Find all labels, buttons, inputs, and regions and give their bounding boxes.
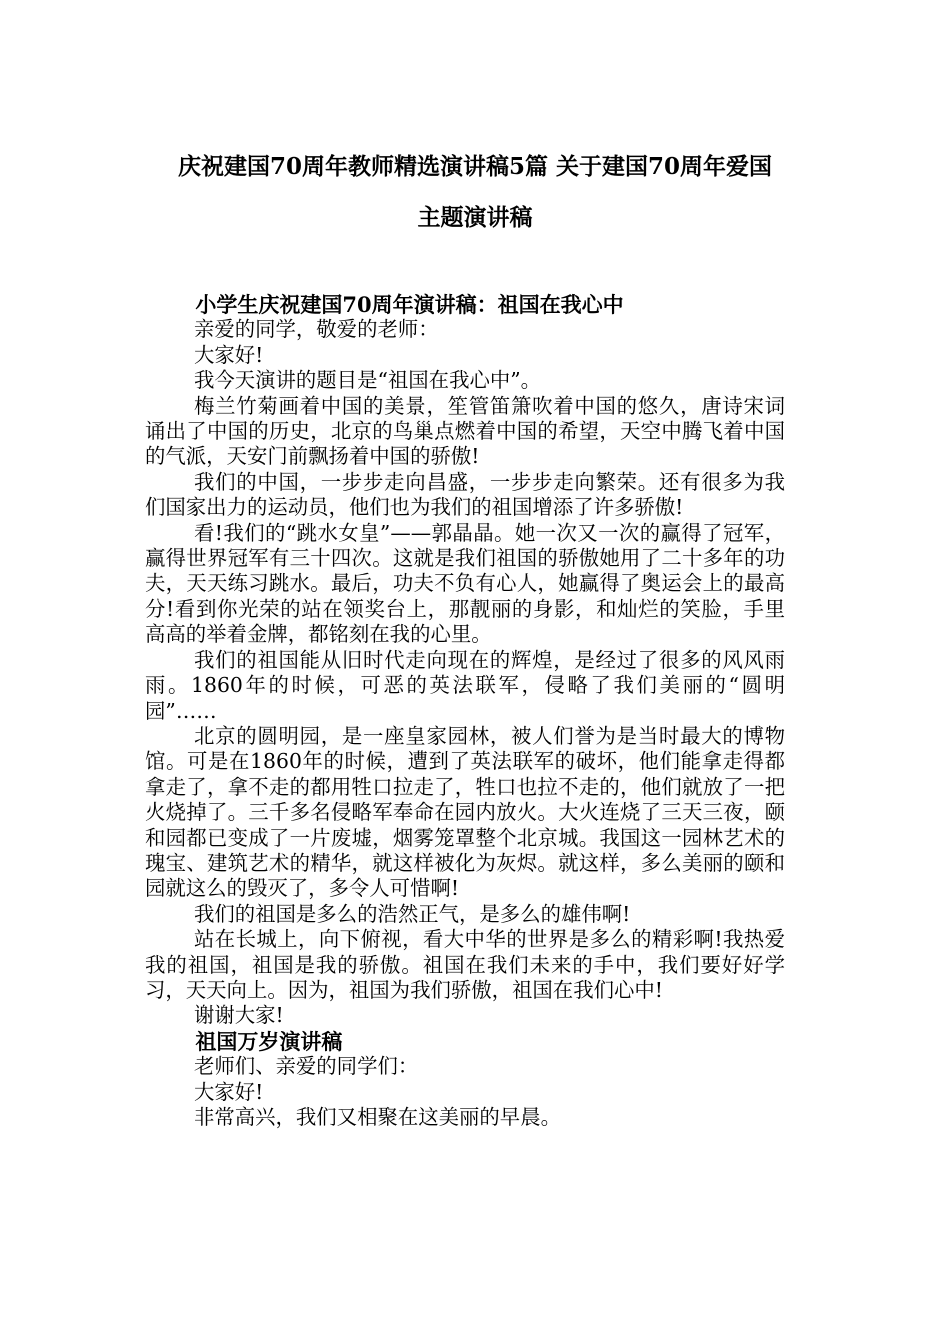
paragraph: 我们的祖国是多么的浩然正气，是多么的雄伟啊! (193, 901, 631, 926)
document-title-line-1: 庆祝建国70周年教师精选演讲稿5篇 关于建国70周年爱国 (177, 153, 773, 180)
paragraph: 老师们、亲爱的同学们： (193, 1054, 419, 1079)
paragraph: 站在长城上，向下俯视，看大中华的世界是多么的精彩啊!我热爱我的祖国，祖国是我的骄傲。祖国在我们未来的手中，我们要好好学习，天天向上。因为，祖国为我们骄傲，祖国在我们心中! (145, 927, 785, 1002)
document-body (145, 292, 785, 1130)
document-title-line-2: 主题演讲稿 (417, 204, 533, 231)
paragraph: 非常高兴，我们又相聚在这美丽的早晨。 (193, 1105, 561, 1129)
paragraph: 北京的圆明园，是一座皇家园林，被人们誉为是当时最大的博物馆。可是在1860年的时候，遭到了英法联军的破坏，他们能拿走得都拿走了，拿不走的都用牲口拉走了，牲口也拉不走的，他们就放了一把火烧掉了。三千多名侵略军奉命在园内放火。大火连烧了三天三夜，颐和园都已变成了一片废墟，烟雾笼罩整个北京城。我国这一园林艺术的瑰宝、建筑艺术的精华，就这样被化为灰烬。就这样，多么美丽的颐和园就这么的毁灭了，多令人可惜啊! (145, 723, 785, 901)
section-heading: 小学生庆祝建国70周年演讲稿：祖国在我心中 (195, 292, 624, 317)
section-heading: 祖国万岁演讲稿 (195, 1028, 343, 1054)
paragraph: 我们的祖国能从旧时代走向现在的辉煌，是经过了很多的风风雨雨。1860年的时候，可恶的英法联军，侵略了我们美丽的“圆明园”…… (145, 647, 785, 723)
paragraph: 我今天演讲的题目是“祖国在我心中”。 (193, 368, 542, 393)
paragraph: 大家好! (193, 1079, 264, 1104)
paragraph: 我们的中国，一步步走向昌盛，一步步走向繁荣。还有很多为我们国家出力的运动员，他们也为我们的祖国增添了许多骄傲! (145, 469, 785, 520)
paragraph: 看!我们的“跳水女皇”——郭晶晶。她一次又一次的赢得了冠军，赢得世界冠军有三十四次。这就是我们祖国的骄傲她用了二十多年的功夫，天天练习跳水。最后，功夫不负有心人，她赢得了奥运会上的最高分!看到你光荣的站在领奖台上，那靓丽的身影，和灿烂的笑脸，手里高高的举着金牌，都铭刻在我的心里。 (145, 520, 785, 647)
paragraph: 大家好! (193, 342, 264, 367)
paragraph: 亲爱的同学，敬爱的老师： (193, 317, 439, 342)
paragraph: 谢谢大家! (193, 1003, 284, 1028)
paragraph: 梅兰竹菊画着中国的美景，笙管笛箫吹着中国的悠久，唐诗宋词诵出了中国的历史，北京的鸟巢点燃着中国的希望，天空中腾飞着中国的气派，天安门前飘扬着中国的骄傲! (145, 393, 785, 469)
